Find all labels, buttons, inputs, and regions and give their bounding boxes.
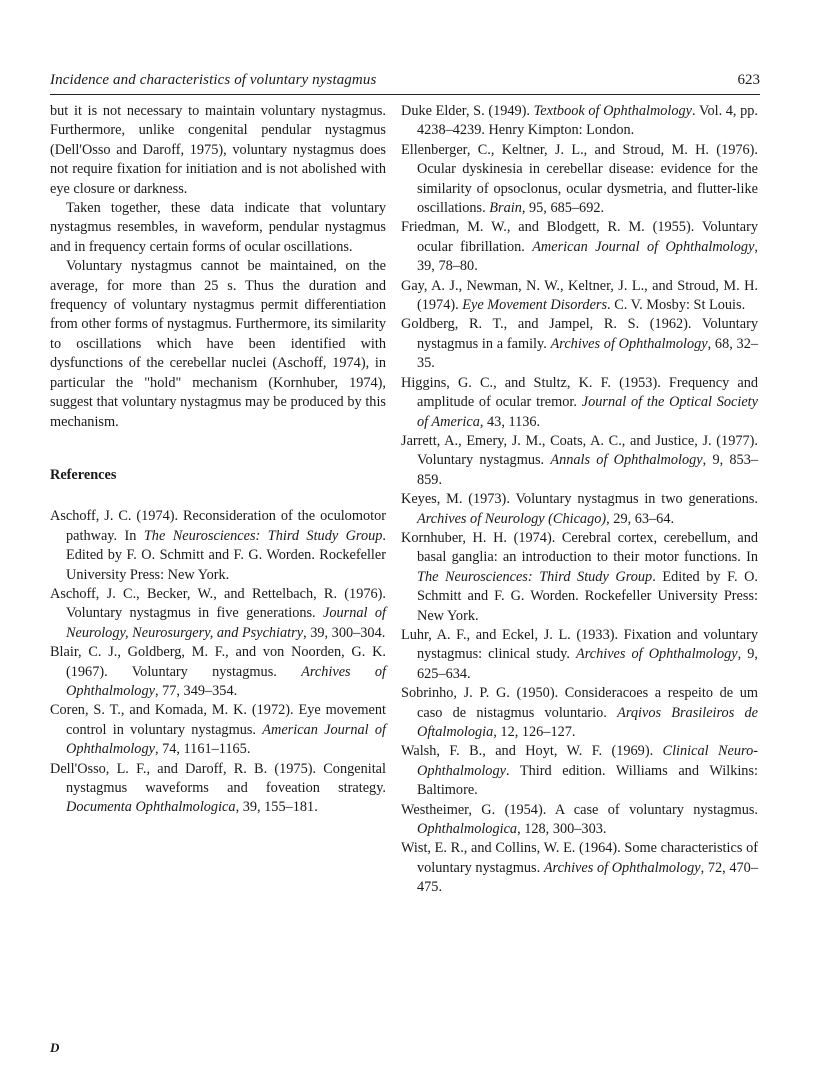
- reference-item: Aschoff, J. C., Becker, W., and Rettelbach, R. (1976). Voluntary nystagmus in five generations. Journal of Neurology, Neurosurgery, and Psychiatry, 39, 300–304.: [50, 585, 386, 641]
- reference-item: Goldberg, R. T., and Jampel, R. S. (1962). Voluntary nystagmus in a family. Archives of Ophthalmology, 68, 32–35.: [401, 316, 758, 372]
- reference-item: Sobrinho, J. P. G. (1950). Consideracoes a respeito de um caso de nistagmus voluntario. Arqivos Brasileiros de Oftalmologia, 12, 126–127.: [401, 685, 758, 740]
- body-paragraph-1: but it is not necessary to maintain voluntary nystagmus. Furthermore, unlike congenital pendular nystagmus (Dell'Osso and Daroff, 1975), voluntary nystagmus does not require fixation for initiation and is not abolished with eye closure or darkness.: [50, 103, 386, 197]
- body-paragraph-3: Voluntary nystagmus cannot be maintained, on the average, for more than 25 s. Thus the duration and frequency of voluntary nystagmus permit differentiation from other forms of nystagmus. Furthermore, its similarity to oscillations which have been identified with dysfunctions of the cerebellar nuclei (Aschoff, 1974), in particular the "hold" mechanism (Kornhuber, 1974), suggest that voluntary nystagmus may be produced by this mechanism.: [50, 258, 386, 430]
- left-column: [50, 102, 386, 818]
- reference-item: Duke Elder, S. (1949). Textbook of Ophthalmology. Vol. 4, pp. 4238–4239. Henry Kimpton: London.: [401, 103, 758, 139]
- reference-item: Ellenberger, C., Keltner, J. L., and Stroud, M. H. (1976). Ocular dyskinesia in cerebellar disease: evidence for the similarity of opsoclonus, ocular dysmetria, and flutter-like oscillations. Brain, 95, 685–692.: [401, 141, 758, 217]
- running-header: [50, 72, 760, 95]
- reference-item: Coren, S. T., and Komada, M. K. (1972). Eye movement control in voluntary nystagmus. American Journal of Ophthalmology, 74, 1161–1165.: [50, 702, 386, 758]
- references-heading: References: [50, 466, 117, 483]
- reference-item: Blair, C. J., Goldberg, M. F., and von Noorden, G. K. (1967). Voluntary nystagmus. Archives of Ophthalmology, 77, 349–354.: [50, 644, 387, 699]
- reference-item: Dell'Osso, L. F., and Daroff, R. B. (1975). Congenital nystagmus waveforms and foveation strategy. Documenta Ophthalmologica, 39, 155–181.: [50, 760, 386, 816]
- reference-item: Kornhuber, H. H. (1974). Cerebral cortex, cerebellum, and basal ganglia: an introduction to their motor functions. In The Neurosciences: Third Study Group. Edited by F. O. Schmitt and F. G. Worden. Rockefeller University Press: New York.: [401, 529, 758, 624]
- signature-mark: D: [50, 1040, 60, 1055]
- reference-item: Jarrett, A., Emery, J. M., Coats, A. C., and Justice, J. (1977). Voluntary nystagmus. Annals of Ophthalmology, 9, 853–859.: [401, 432, 758, 488]
- running-title: Incidence and characteristics of voluntary nystagmus: [50, 72, 377, 88]
- reference-item: Wist, E. R., and Collins, W. E. (1964). Some characteristics of voluntary nystagmus. Archives of Ophthalmology, 72, 470–475.: [401, 840, 758, 896]
- references-list-right: [401, 102, 758, 898]
- reference-item: Keyes, M. (1973). Voluntary nystagmus in two generations. Archives of Neurology (Chicago), 29, 63–64.: [401, 491, 758, 527]
- reference-item: Walsh, F. B., and Hoyt, W. F. (1969). Clinical Neuro-Ophthalmology. Third edition. Williams and Wilkins: Baltimore.: [401, 743, 758, 799]
- reference-item: Westheimer, G. (1954). A case of voluntary nystagmus. Ophthalmologica, 128, 300–303.: [401, 801, 758, 838]
- page-number: 623: [737, 72, 760, 88]
- reference-item: Aschoff, J. C. (1974). Reconsideration of the oculomotor pathway. In The Neurosciences: Third Study Group. Edited by F. O. Schmitt and F. G. Worden. Rockefeller University Press: New York.: [50, 508, 386, 583]
- reference-item: Gay, A. J., Newman, N. W., Keltner, J. L., and Stroud, M. H. (1974). Eye Movement Disorders. C. V. Mosby: St Louis.: [401, 277, 758, 314]
- body-paragraph-2: Taken together, these data indicate that voluntary nystagmus resembles, in waveform, pendular nystagmus and in frequency certain forms of ocular oscillations.: [50, 200, 386, 255]
- reference-item: Friedman, M. W., and Blodgett, R. M. (1955). Voluntary ocular fibrillation. American Journal of Ophthalmology, 39, 78–80.: [401, 219, 758, 275]
- reference-item: Luhr, A. F., and Eckel, J. L. (1933). Fixation and voluntary nystagmus: clinical study. Archives of Ophthalmology, 9, 625–634.: [401, 626, 758, 682]
- reference-item: Higgins, G. C., and Stultz, K. F. (1953). Frequency and amplitude of ocular tremor. Journal of the Optical Society of America, 43, 1136.: [401, 374, 758, 430]
- right-column: [401, 102, 758, 898]
- references-list-left: [50, 507, 386, 818]
